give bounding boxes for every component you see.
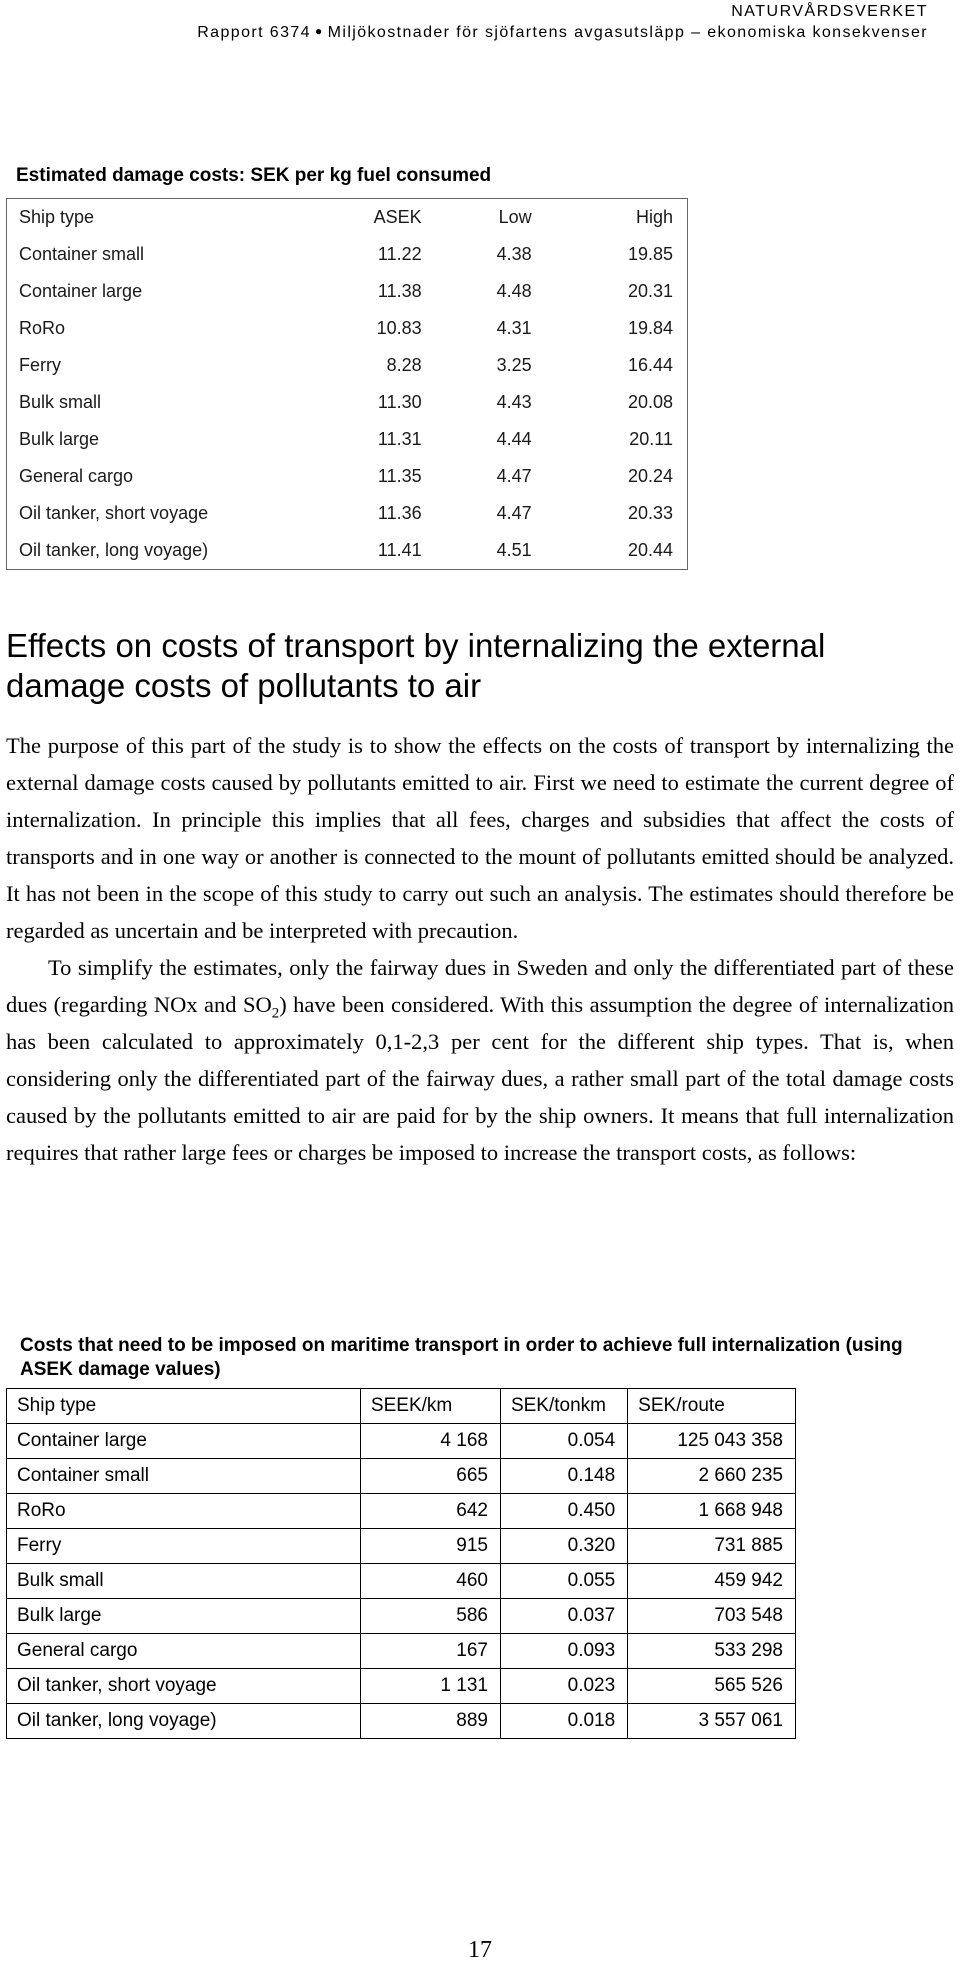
page-number: 17 <box>468 1937 492 1963</box>
table-header-row <box>7 199 688 237</box>
table-row <box>7 1634 796 1669</box>
value-cell: 11.30 <box>377 392 422 412</box>
ship-type-cell: Oil tanker, long voyage) <box>19 540 209 560</box>
value-cell: 0.054 <box>500 1424 627 1459</box>
value-cell: 3.25 <box>496 355 532 375</box>
table-header-cell: Low <box>498 207 532 227</box>
damage-costs-table <box>6 198 688 570</box>
table-row <box>7 1599 796 1634</box>
table-row <box>7 1494 796 1529</box>
value-cell: 533 298 <box>628 1634 796 1669</box>
ship-type-cell: Container small <box>19 244 145 264</box>
ship-type-cell: Bulk small <box>19 392 102 412</box>
value-cell: 0.320 <box>500 1529 627 1564</box>
table-row <box>7 236 688 273</box>
value-cell: 11.35 <box>377 466 422 486</box>
value-cell: 20.33 <box>627 503 673 523</box>
ship-type-cell: RoRo <box>7 1494 361 1529</box>
value-cell: 11.36 <box>377 503 422 523</box>
paragraph <box>6 949 954 1171</box>
table-row <box>7 421 688 458</box>
value-cell: 167 <box>360 1634 500 1669</box>
value-cell: 11.31 <box>377 429 422 449</box>
report-number: Rapport 6374 <box>197 24 311 41</box>
value-cell: 4.48 <box>496 281 532 301</box>
value-cell: 0.023 <box>500 1669 627 1704</box>
value-cell: 20.11 <box>629 429 673 449</box>
table-row <box>7 495 688 532</box>
table-header-cell: ASEK <box>373 207 422 227</box>
ship-type-cell: Container small <box>7 1459 361 1494</box>
value-cell: 20.08 <box>627 392 673 412</box>
value-cell: 10.83 <box>376 318 422 338</box>
value-cell: 1 131 <box>360 1669 500 1704</box>
ship-type-cell: RoRo <box>19 318 66 338</box>
table-row <box>7 347 688 384</box>
value-cell: 125 043 358 <box>628 1424 796 1459</box>
table-row <box>7 384 688 421</box>
value-cell: 20.44 <box>627 540 673 560</box>
value-cell: 4.44 <box>496 429 532 449</box>
value-cell: 460 <box>360 1564 500 1599</box>
value-cell: 20.31 <box>627 281 673 301</box>
value-cell: 0.450 <box>500 1494 627 1529</box>
ship-type-cell: Oil tanker, long voyage) <box>7 1704 361 1739</box>
value-cell: 665 <box>360 1459 500 1494</box>
value-cell: 19.84 <box>627 318 673 338</box>
value-cell: 4.47 <box>496 503 532 523</box>
value-cell: 3 557 061 <box>628 1704 796 1739</box>
report-title: Miljökostnader för sjöfartens avgasutsläpp – ekonomiska konsekvenser <box>327 24 928 41</box>
value-cell: 20.24 <box>627 466 673 486</box>
table-header-cell: Ship type <box>19 207 95 227</box>
value-cell: 642 <box>360 1494 500 1529</box>
table-row <box>7 1529 796 1564</box>
value-cell: 1 668 948 <box>628 1494 796 1529</box>
value-cell: 703 548 <box>628 1599 796 1634</box>
ship-type-cell: Ferry <box>19 355 61 375</box>
internalization-costs-table <box>6 1388 796 1739</box>
value-cell: 565 526 <box>628 1669 796 1704</box>
table-row <box>7 1564 796 1599</box>
subscript: 2 <box>271 1005 280 1022</box>
ship-type-cell: Bulk small <box>7 1564 361 1599</box>
ship-type-cell: Container large <box>7 1424 361 1459</box>
section-heading: Effects on costs of transport by internalizing the external damage costs of pollutants to air <box>6 627 826 704</box>
bullet-icon: ● <box>314 24 324 38</box>
ship-type-cell: Ferry <box>7 1529 361 1564</box>
table-header-cell: SEK/tonkm <box>500 1389 627 1424</box>
ship-type-cell: General cargo <box>7 1634 361 1669</box>
table-row <box>7 458 688 495</box>
value-cell: 2 660 235 <box>628 1459 796 1494</box>
table-header-row <box>7 1389 796 1424</box>
value-cell: 11.22 <box>377 244 422 264</box>
value-cell: 16.44 <box>627 355 673 375</box>
value-cell: 915 <box>360 1529 500 1564</box>
table-row <box>7 310 688 347</box>
paragraph-text: ) have been considered. With this assumption the degree of internalization has been calculated to approximately 0,1-2,3 per cent for the different ship types. That is, when considering only the differentiated part of the fairway dues, a rather small part of the total damage costs caused by the pollutants emitted to air are paid for by the ship owners. It means that full internalization requires that rather large fees or charges be imposed to increase the transport costs, as follows: <box>6 992 954 1165</box>
table-row <box>7 1459 796 1494</box>
table-header-cell: Ship type <box>7 1389 361 1424</box>
ship-type-cell: Bulk large <box>7 1599 361 1634</box>
table2-caption: Costs that need to be imposed on maritime transport in order to achieve full internalization (using ASEK damage values) <box>20 1335 903 1380</box>
value-cell: 19.85 <box>627 244 673 264</box>
table1-caption: Estimated damage costs: SEK per kg fuel consumed <box>16 165 492 186</box>
page-header <box>197 2 928 44</box>
value-cell: 4 168 <box>360 1424 500 1459</box>
value-cell: 8.28 <box>386 355 422 375</box>
value-cell: 731 885 <box>628 1529 796 1564</box>
ship-type-cell: General cargo <box>19 466 134 486</box>
value-cell: 11.41 <box>377 540 422 560</box>
ship-type-cell: Oil tanker, short voyage <box>7 1669 361 1704</box>
table-row <box>7 273 688 310</box>
ship-type-cell: Container large <box>19 281 143 301</box>
table-row <box>7 1704 796 1739</box>
ship-type-cell: Oil tanker, short voyage <box>19 503 209 523</box>
value-cell: 0.093 <box>500 1634 627 1669</box>
table-header-cell: SEEK/km <box>360 1389 500 1424</box>
table-header-cell: High <box>635 207 673 227</box>
body-text <box>6 727 954 1171</box>
paragraph: The purpose of this part of the study is to show the effects on the costs of transport by internalizing the external damage costs caused by pollutants emitted to air. First we need to estimate the current degree of internalization. In principle this implies that all fees, charges and subsidies that affect the costs of transports and in one way or another is connected to the mount of pollutants emitted should be analyzed. It has not been in the scope of this study to carry out such an analysis. The estimates should therefore be regarded as uncertain and be interpreted with precaution. <box>6 733 954 943</box>
value-cell: 4.31 <box>496 318 532 338</box>
table-row <box>7 532 688 570</box>
value-cell: 0.148 <box>500 1459 627 1494</box>
value-cell: 0.037 <box>500 1599 627 1634</box>
value-cell: 4.51 <box>496 540 532 560</box>
table-header-cell: SEK/route <box>628 1389 796 1424</box>
value-cell: 4.47 <box>496 466 532 486</box>
ship-type-cell: Bulk large <box>19 429 100 449</box>
paragraph-text: To simplify the estimates, only the fairway dues in Sweden and only the differentiated part of these dues (regarding NOx and SO <box>6 955 954 1017</box>
table-row <box>7 1669 796 1704</box>
value-cell: 4.43 <box>496 392 532 412</box>
value-cell: 0.018 <box>500 1704 627 1739</box>
report-line <box>197 22 928 44</box>
value-cell: 4.38 <box>496 244 532 264</box>
value-cell: 459 942 <box>628 1564 796 1599</box>
value-cell: 0.055 <box>500 1564 627 1599</box>
value-cell: 11.38 <box>377 281 422 301</box>
value-cell: 586 <box>360 1599 500 1634</box>
value-cell: 889 <box>360 1704 500 1739</box>
organization-name: NATURVÅRDSVERKET <box>731 3 928 20</box>
table-row <box>7 1424 796 1459</box>
